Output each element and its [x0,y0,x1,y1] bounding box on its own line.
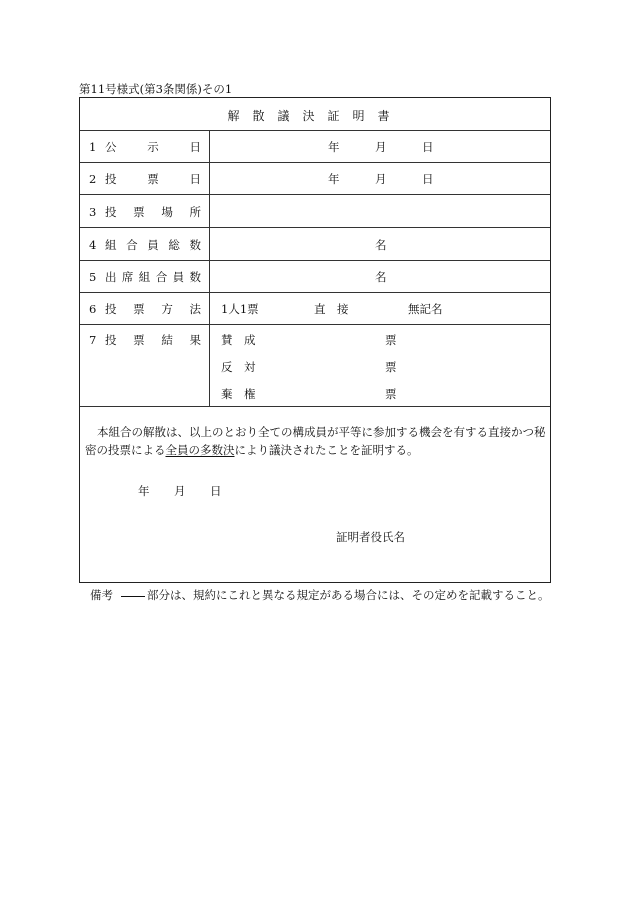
row-label-vote-result: 7 投票結果 [89,333,201,347]
row-divider [80,194,550,195]
row-label-vote-method: 6 投票方法 [89,302,201,316]
form-number: 第11号様式(第3条関係)その1 [79,82,233,96]
remark-label: 備考 [90,588,113,602]
row-label-vote-place: 3 投票場所 [89,205,201,219]
blank-line-marker [121,596,145,597]
row-label-vote-date: 2 投票日 [89,172,201,186]
notice-date-day: 日 [422,140,434,154]
result-approve-unit: 票 [385,333,397,347]
remark-text: 部分は、規約にこれと異なる規定がある場合には、その定めを記載すること。 [147,588,550,602]
certification-statement: 本組合の解散は、以上のとおり全ての構成員が平等に参加する機会を有する直接かつ秘密の投票による全員の多数決により議決されたことを証明する。 [85,425,546,457]
vote-date-month: 月 [375,172,387,186]
row-divider [80,227,550,228]
result-abstain-unit: 票 [385,387,397,401]
certification-year: 年 [138,484,150,498]
method-direct: 直 接 [314,302,349,316]
total-members-unit: 名 [375,238,387,252]
certification-month: 月 [174,484,186,498]
row-divider [80,130,550,131]
certification-day: 日 [210,484,222,498]
notice-date-year: 年 [328,140,340,154]
row-divider [80,292,550,293]
document-title: 解散議決証明書 [227,109,403,123]
result-approve-label: 賛 成 [221,333,256,347]
column-divider [209,130,210,406]
certificate-form [79,97,551,583]
row-divider [80,260,550,261]
remark-note [90,587,550,603]
attending-members-unit: 名 [375,270,387,284]
method-secret: 無記名 [408,302,443,316]
row-divider [80,162,550,163]
certifier-name-label: 証明者役氏名 [336,530,405,544]
vote-date-day: 日 [422,172,434,186]
method-one-vote: 1人1票 [221,302,259,316]
row-divider [80,406,550,407]
vote-date-year: 年 [328,172,340,186]
result-abstain-label: 棄 権 [221,387,256,401]
row-label-notice-date: 1 公示日 [89,140,201,154]
underlined-phrase: 全員の多数決 [165,443,235,457]
row-divider [80,324,550,325]
result-oppose-unit: 票 [385,360,397,374]
notice-date-month: 月 [375,140,387,154]
row-label-attending-members: 5 出席組合員数 [89,270,201,284]
result-oppose-label: 反 対 [221,360,256,374]
row-label-total-members: 4 組合員総数 [89,238,201,252]
